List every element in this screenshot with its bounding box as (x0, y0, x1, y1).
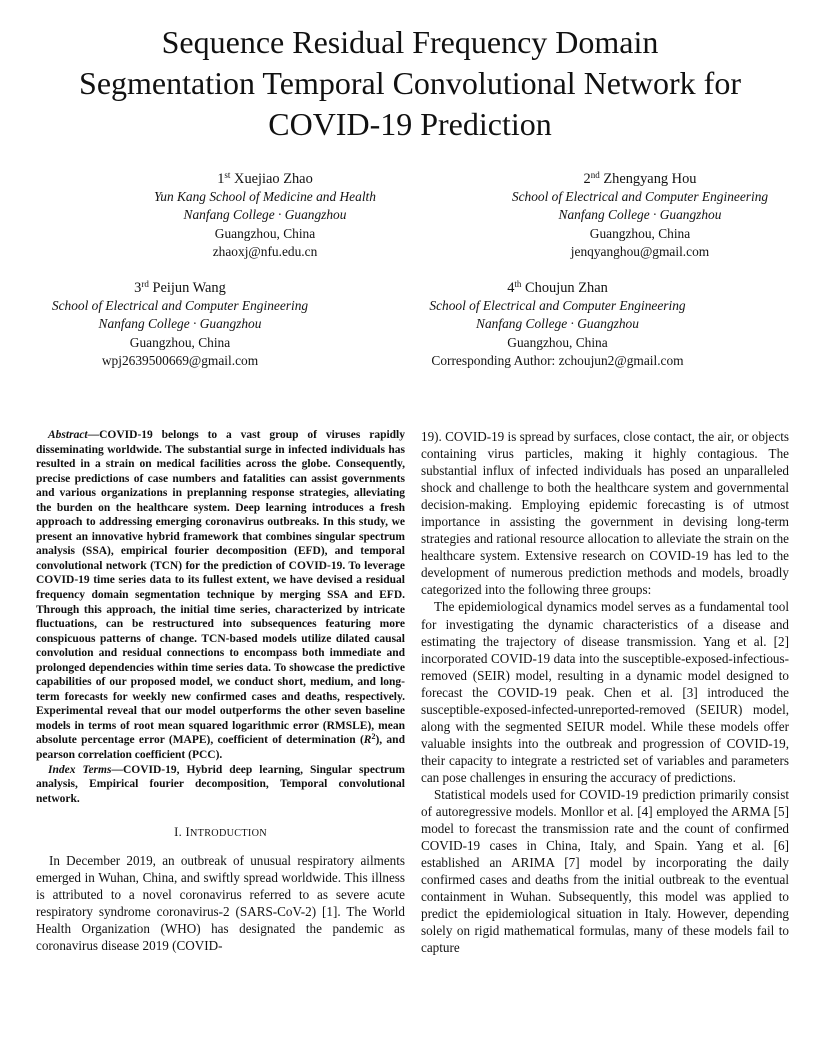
abstract: Abstract—COVID-19 belongs to a vast group of viruses rapidly disseminating worldwide. The substantial surge in infected individuals has resulted in a strain on medical facilities across the globe. Consequently, precise predictions of case numbers and fatalities can assist governments and various organizations in preplanning response strategies, alleviating the burden on the healthcare system. Deep learning introduces a fresh approach to addressing emerging coronavirus outbreaks. In this study, we present an innovative hybrid framework that combines singular spectrum analysis (SSA), empirical fourier decomposition (EFD), and temporal convolutional network (TCN) for the prediction of COVID-19. To leverage COVID-19 time series data to its fullest extent, we have devised a residual frequency domain segmentation technique by merging SSA and EFD. Through this approach, the initial time series, characterized by intricate fluctuations, can be restructured into subsequences featuring more conspicuous patterns of change. TCN-based models utilize dilated causal convolution and residual connections to encompass both immediate and prolonged dependencies within time series data. To showcase the predictive capabilities of our proposed model, we conduct short, medium, and long-term forecasts for weekly new confirmed cases and deaths, respectively. Experimental reveal that our model outperforms the other seven baseline models in terms of root mean squared logarithmic error (RMSLE), mean absolute percentage error (MAPE), coefficient of determination $(R^2)$, and pearson correlation coefficient (PCC). (36, 429, 405, 762)
index-terms-text: COVID-19, Hybrid deep learning, Singular spectrum analysis, Empirical fourier decomposition, Temporal convolutional network. (36, 763, 405, 805)
author-location: Guangzhou, China (129, 334, 231, 350)
author-location: Guangzhou, China (507, 334, 608, 350)
body-paragraph-2: The epidemiological dynamics model serves as a fundamental tool for investigating the dynamic characteristics of a disease and estimating the trajectory of disease transmission. Yang et al. [2] incorporated COVID-19 data into the susceptible-exposed-infectious-removed (SEIR) model, resulting in a dynamic model designed to forecast the COVID-19 peak. Chen et al. [3] introduced the susceptible-exposed-infected-unreported-removed (SEIUR) model, along with the segmented SEIUR model. While these models offer valuable insights into the outbreak and progression of COVID-19, their capacity to integrate a restricted set of variables and parameters can pose challenges in ensuring the accuracy of predictions. (421, 599, 789, 785)
author-ordinal-suffix: st (224, 170, 231, 180)
author-email[interactable]: jenqyanghou@gmail.com (570, 243, 710, 259)
author-name (100, 170, 430, 188)
author-ordinal-suffix: rd (141, 279, 149, 289)
author-ordinal: 2 (583, 171, 591, 187)
abstract-label: Abstract (48, 429, 88, 441)
r2-power: 2 (371, 732, 376, 742)
title-line-1: Sequence Residual Frequency Domain (161, 24, 659, 60)
author-college: Nanfang College · Guangzhou (558, 207, 722, 223)
author-name (470, 170, 810, 188)
author-email[interactable]: wpj2639500669@gmail.com (101, 352, 259, 368)
author-email[interactable]: zhaoxj@nfu.edu.cn (212, 243, 318, 259)
author-name (385, 279, 730, 297)
author-affiliation: School of Electrical and Computer Engineering (51, 298, 309, 314)
right-column (421, 428, 789, 956)
intro-paragraph: In December 2019, an outbreak of unusual respiratory ailments emerged in Wuhan, China, and swiftly spread worldwide. This illness is attributed to a novel coronavirus referred to as severe acute respiratory syndrome coronavirus-2 (SARS-CoV-2) [1]. The World Health Organization (WHO) has designated the pandemic as coronavirus disease 2019 (COVID- (36, 852, 405, 954)
author-affiliation: School of Electrical and Computer Engineering (429, 298, 686, 314)
author-ordinal: 4 (507, 280, 515, 296)
author-ordinal-suffix: th (514, 279, 522, 289)
section-number: I. (174, 825, 183, 840)
author-2 (470, 170, 810, 261)
body-paragraph-3: Statistical models used for COVID-19 prediction primarily consist of autoregressive models. Monllor et al. [4] employed the ARMA [5] model to forecast the transmission rate and the count of confirmed COVID-19 cases in China, Italy, and Spain. Yang et al. [6] established an ARIMA [7] model by incorporating the daily confirmed cases and deaths from the initial outbreak to the eventual containment in Wuhan. Subsequently, this model was applied to predict the epidemiological situation in Italy. However, depending solely on rigid mathematical formulas, many of these models fail to capture (421, 786, 789, 956)
author-3 (10, 279, 350, 370)
abstract-text: COVID-19 belongs to a vast group of viruses rapidly disseminating worldwide. The substantial surge in infected individuals has resulted in a strain on medical facilities across the globe. Consequently, precise predictions of case numbers and fatalities can assist governments and various organizations in preplanning response strategies, alleviating the burden on the healthcare system. Deep learning introduces a fresh approach to addressing emerging coronavirus outbreaks. In this study, we present an innovative hybrid framework that combines singular spectrum analysis (SSA), empirical fourier decomposition (EFD), and temporal convolutional network (TCN) for the prediction of COVID-19. To leverage COVID-19 time series data to its fullest extent, we have devised a residual frequency domain segmentation technique by merging SSA and EFD. Through this approach, the initial time series, characterized by intricate fluctuations, can be restructured into subsequences featuring more conspicuous patterns of change. TCN-based models utilize dilated causal convolution and residual connections to encompass both immediate and prolonged dependencies within time series data. To showcase the predictive capabilities of our proposed model, we conduct short, medium, and long-term forecasts for weekly new confirmed cases and deaths, respectively. Experimental reveal that our model outperforms the other seven baseline models in terms of root mean squared logarithmic error (RMSLE), mean absolute percentage error (MAPE), coefficient of determination (36, 429, 405, 747)
author-ordinal-suffix: nd (590, 170, 600, 180)
author-location: Guangzhou, China (214, 225, 316, 241)
author-1 (100, 170, 430, 261)
section-title-initial: I (185, 825, 191, 840)
author-name-text: Xuejiao Zhao (234, 171, 313, 187)
title-line-3: COVID-19 Prediction (268, 106, 552, 142)
abstract-dash: — (87, 429, 100, 441)
author-name (10, 279, 350, 297)
author-name-text: Choujun Zhan (525, 280, 608, 296)
r2-symbol: R (363, 734, 372, 747)
author-college: Nanfang College · Guangzhou (98, 316, 262, 332)
author-name-text: Peijun Wang (152, 280, 226, 296)
left-column (36, 428, 405, 954)
paper-title (20, 22, 800, 145)
author-ordinal: 3 (134, 280, 142, 296)
title-line-2: Segmentation Temporal Convolutional Network for (79, 65, 741, 101)
author-college: Nanfang College · Guangzhou (183, 207, 347, 223)
author-4 (385, 279, 730, 370)
author-location: Guangzhou, China (589, 225, 691, 241)
section-heading-introduction (36, 824, 405, 843)
author-college: Nanfang College · Guangzhou (476, 316, 639, 332)
section-title-rest: NTRODUCTION (190, 828, 267, 840)
author-email[interactable]: Corresponding Author: zchoujun2@gmail.com (431, 352, 684, 368)
index-terms-dash: — (111, 763, 123, 776)
author-affiliation: School of Electrical and Computer Engineering (511, 189, 769, 205)
author-ordinal: 1 (217, 171, 225, 187)
author-name-text: Zhengyang Hou (603, 171, 697, 187)
author-affiliation: Yun Kang School of Medicine and Health (154, 189, 376, 205)
body-paragraph-1: 19). COVID-19 is spread by surfaces, close contact, the air, or objects containing virus particles, making it highly contagious. The substantial influx of infected individuals has posed an unparalleled shock and challenge to both the healthcare system and governmental decision-making. Employing epidemic forecasting is of utmost importance in assisting the government in devising long-term strategies and rational resource allocation to alleviate the strain on the healthcare system. Extensive research on COVID-19 has led to the development of numerous prediction methods and models, broadly categorized into the following three groups: (421, 429, 789, 598)
index-terms (36, 763, 405, 807)
abstract-tail: ), and pearson correlation coefficient (PCC). (36, 734, 405, 762)
index-terms-label: Index Terms (48, 763, 112, 776)
